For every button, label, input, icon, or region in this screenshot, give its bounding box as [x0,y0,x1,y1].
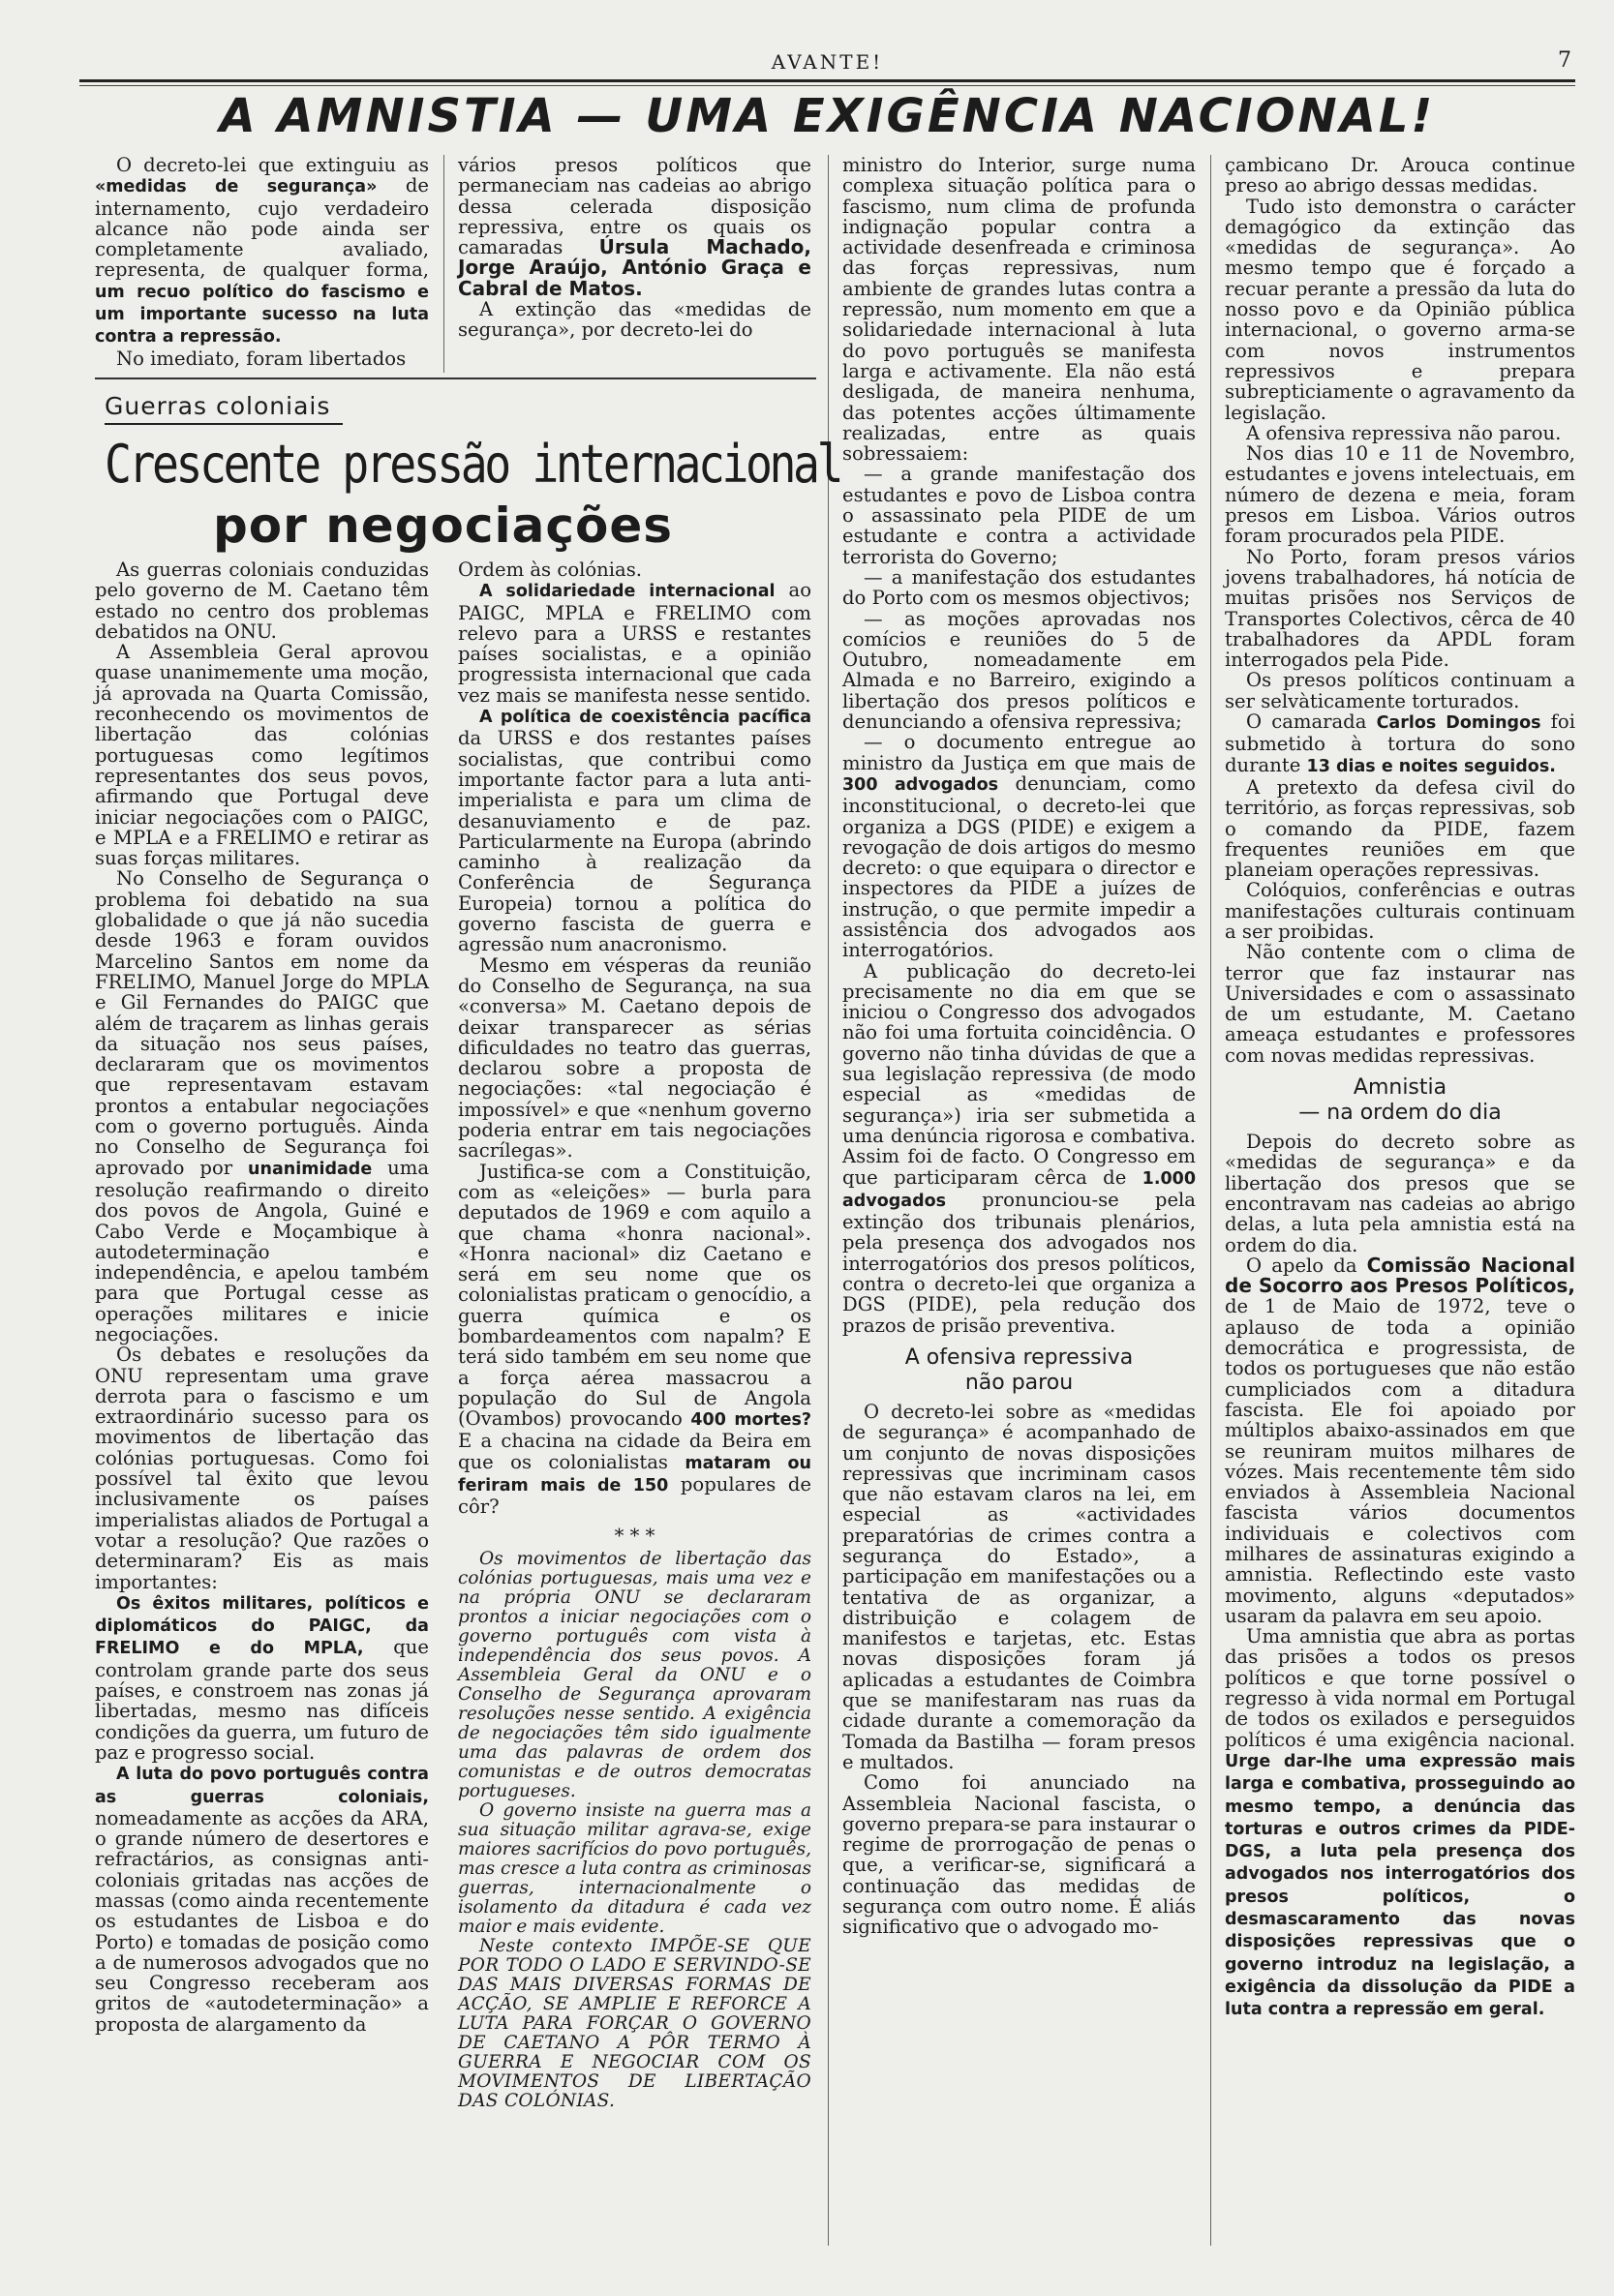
column-rule [443,155,444,373]
paragraph: O camarada Carlos Domingos foi submetido à tortura do sono durante 13 dias e noites seguidos. [1225,710,1575,776]
masthead-rule-thin [79,85,1575,86]
paragraph: Não contente com o clima de terror que faz instaurar nas Universidades e com o assassinato de um estudante, M. Caetano ameaça estudantes e professores com novas medidas repressivas. [1225,941,1575,1067]
main-article-col2-top [458,155,811,341]
paragraph: No imediato, foram libertados [116,347,407,370]
paragraph: No Conselho de Segurança o problema foi debatido na sua globalidade o que já não sucedia desde 1963 e foram ouvidos Marcelino Santos em nome da FRELIMO, Manuel Jorge do MPLA e Gil Fernandes do PAIGC que além de traçarem as linhas gerais da situação nos seus países, declararam que os movimentos que representavam estavam prontos a entabular negociações com o governo português. Ainda no Conselho de Segurança foi aprovado por unanimidade uma resolução reafirmando o direito dos povos de Angola, Guiné e Cabo Verde e Moçambique à autodeterminação e independência, e apelou também para que Portugal cesse as operações militares e inicie negociações. [95,867,430,1345]
paragraph: Depois do decreto sobre as «medidas de segurança» e da libertação dos presos que se encontravam nas cadeias ao abrigo delas, a luta pela amnistia está na ordem do dia. [1225,1131,1575,1256]
paragraph: Justifica-se com a Constituição, com as «eleições» — burla para deputados de 1969 e com aquilo a que chama «honra nacional». «Honra nacional» diz Caetano e será em seu nome que os colonialistas praticam o genocídio, a guerra química e os bombardeamentos com napalm? E terá sido também em seu nome que a força aérea massacrou a população do Sul de Angola (Ovambos) provocando 400 mortes? E a chacina na cidade da Beira em que os colonialistas mataram ou feriram mais de 150 populares de côr? [458,1160,812,1519]
colonial-title-line2: por negociações [213,498,674,554]
paragraph: Os debates e resoluções da ONU representam uma grave derrota para o fascismo e um extraordinário sucesso para os movimentos de libertação das colónias portuguesas. Como foi possível tal êxito que levou inclusivamente os países imperialistas aliados de Portugal a votar a resolução? Que razões o determinaram? Eis as mais importantes: [95,1344,429,1593]
paragraph: O decreto-lei sobre as «medidas de segurança» é acompanhado de um conjunto de novas disposições repressivas que incriminam casos que não estavam claros na lei, em especial as «actividades preparatórias de crimes contra a segurança do Estado», a participação em manifestações ou a tentativa de as organizar, a distribuição e colagem de manifestos e tarjetas, etc. Estas novas disposições foram já aplicadas a estudantes de Coimbra que se manifestaram nas ruas da cidade durante a comemoração da Tomada da Bastilha — foram presos e multados. [842,1400,1196,1773]
section-underline [105,423,343,425]
masthead-rule [79,79,1575,82]
subhead-ofensiva: A ofensiva repressiva não parou [904,1344,1134,1395]
list-item: — a grande manifestação dos estudantes e povo de Lisboa contra o assassinato pela PIDE de um estudante e contra a actividade terrorista do Governo; [842,463,1196,568]
paragraph: Os êxitos militares, políticos e diplomáticos do PAIGC, da FRELIMO e do MPLA, que controlam grande parte dos seus países, e constroem nas zonas já libertadas, mesmo nas difíceis condições da guerra, um futuro de paz e progresso social. [95,1593,429,1764]
paragraph: Mesmo em vésperas da reunião do Conselho de Segurança, na sua «conversa» M. Caetano depois de deixar transparecer as sérias dificuldades no teatro das guerras, declarou sobre a proposta de negociações: «tal negociação é impossível» e que «nenhum governo poderia entrar em tais negociações sacrílegas». [458,953,811,1163]
subhead-amnistia: Amnistia — na ordem do dia [1298,1075,1502,1126]
paragraph: Como foi anunciado na Assembleia Nacional fascista, o governo prepara-se para instaurar o regime de prorrogação de penas o que, a verificar-se, significará a continuação das medidas de segurança com outro nome. É aliás significativo que o advogado mo- [842,1771,1196,1939]
list-item: — as moções aprovadas nos comícios e reuniões do 5 de Outubro, nomeadamente em Almada e no Barreiro, exigindo a libertação dos presos políticos e denunciando a ofensiva repressiva; [842,607,1196,734]
main-article-col1-top [95,155,429,369]
column-rule [1210,155,1211,2246]
paragraph: A publicação do decreto-lei precisamente no dia em que se iniciou o Congresso dos advogados não foi uma fortuita coincidência. O governo não tinha dúvidas de que a sua legislação repressiva (de modo especial as «medidas de segurança») iria ser submetida a uma denúncia rigorosa e combativa. Assim foi de facto. O Congresso em que participaram cêrca de 1.000 advogados pronunciou-se pela extinção dos tribunais plenários, pela presença dos advogados nos interrogatórios dos presos políticos, contra o decreto-lei que organiza a DGS (PIDE), pela redução dos prazos de prisão preventiva. [842,959,1196,1337]
asterisks: * * * [614,1524,655,1547]
newspaper-name: AVANTE! [771,50,884,74]
paragraph: A solidariedade internacional ao PAIGC, MPLA e FRELIMO com relevo para a URSS e restantes países socialistas, e a opinião progressista internacional que cada vez mais se manifesta nesse sentido. [458,579,811,707]
colonial-col1 [95,559,429,2035]
paragraph: O apelo da Comissão Nacional de Socorro aos Presos Políticos, de 1 de Maio de 1972, teve o aplauso de toda a opinião democrática e progressista, de todos os portugueses que não estão cumpliciados com a ditadura fascista. Ele foi apoiado por múltiplos abaixo-assinados em que se reuniram muitos milhares de vózes. Mais recentemente têm sido enviados à Assembleia Nacional fascista vários documentos individuais e colectivos com milhares de assinaturas exigindo a amnistia. Reflectindo este vasto movimento, alguns «deputados» usaram da palavra em seu apoio. [1225,1253,1575,1627]
italic-paragraph: Os movimentos de libertação das colónias portuguesas, mais uma vez e na própria ONU se declararam prontos a iniciar negociações com o governo português com vista à independência dos seus povos. A Assembleia Geral da ONU e o Conselho de Segurança aprovaram resoluções nesse sentido. A exigência de negociações têm sido igualmente uma das palavras de ordem dos comunistas e de outros democratas portugueses. [458,1548,811,1801]
list-item: — o documento entregue ao ministro da Justiça em que mais de 300 advogados denunciam, como inconstitucional, o decreto-lei que organiza a DGS (PIDE) e exigem a revogação de dois artigos do mesmo decreto: o que equipara o director e inspectores da PIDE a juízes de instrução, o que permite impedir a assistência dos advogados aos interrogatórios. [842,731,1196,962]
colonial-box-rule [95,378,816,379]
paragraph: Os presos políticos continuam a ser selvàticamente torturados. [1225,669,1575,712]
section-label: Guerras coloniais [105,392,331,420]
colonial-col2 [458,559,811,2111]
paragraph: Tudo isto demonstra o carácter demagógico da extinção das «medidas de segurança». Ao mesmo tempo que é forçado a recuar perante a pressão da luta do nosso povo e da Opinião pública internacional, o governo arma-se com novos instrumentos repressivos e prepara subrepticiamente o agravamento da legislação. [1225,195,1575,424]
paragraph: No Porto, foram presos vários jovens trabalhadores, há notícia de muitas prisões nos Serviços de Transportes Colectivos, cêrca de 40 trabalhadores da APDL foram interrogados pela Pide. [1225,545,1575,672]
paragraph: Uma amnistia que abra as portas das prisões a todos os presos políticos e que torne possível o regresso à vida normal em Portugal de todos os exilados e perseguidos políticos é uma exigência nacional. Urge dar-lhe uma expressão mais larga e combativa, prosseguindo ao mesmo tempo, a denúncia das torturas e outros crimes da PIDE-DGS, a luta pela presença dos advogados nos interrogatórios dos presos políticos, o desmascaramento das novas disposições repressivas que o governo introduz na legislação, a exigência da dissolução da PIDE a luta contra a repressão em geral. [1225,1625,1575,2020]
page-number: 7 [1558,48,1571,73]
italic-paragraph: O governo insiste na guerra mas a sua situação militar agrava-se, exige maiores sacrifícios do povo português, mas cresce a luta contra as criminosas guerras, internacionalmente o isolamento da ditadura é cada vez maior e mais evidente. [458,1799,811,1937]
main-article-col4 [1225,155,1575,2021]
paragraph: A extinção das «medidas de segurança», por decreto-lei do [458,298,811,342]
paragraph: çambicano Dr. Arouca continue preso ao abrigo dessas medidas. [1225,154,1575,197]
caps-paragraph: Neste contexto IMPÕE-SE QUE POR TODO O LADO E SERVINDO-SE DAS MAIS DIVERSAS FORMAS DE ACÇÃO, SE AMPLIE E REFORCE A LUTA PARA FORÇAR O GOVERNO DE CAETANO A PÔR TERMO À GUERRA E NEGOCIAR COM OS MOVIMENTOS DE LIBERTAÇÃO DAS COLÓNIAS. [458,1935,811,2111]
paragraph: O decreto-lei que extinguiu as «medidas de segurança» de internamento, cujo verdadeiro alcance não pode ainda ser completamente avaliado, representa, de qualquer forma, um recuo político do fascismo e um importante sucesso na luta contra a repressão. [95,154,429,347]
paragraph: A Assembleia Geral aprovou quase unanimemente uma moção, já aprovada na Quarta Comissão, reconhecendo os movimentos de libertação das colónias portuguesas como legítimos representantes dos seus povos, afirmando que Portugal deve iniciar negociações com o PAIGC, e MPLA e a FRELIMO e retirar as suas forças militares. [95,641,429,870]
paragraph: Colóquios, conferências e outras manifestações culturais continuam a ser proibidas. [1225,879,1575,943]
paragraph: ministro do Interior, surge numa complexa situação política para o fascismo, num clima de profunda indignação popular contra a actividade desenfreada e criminosa das forças repressivas, num ambiente de grandes lutas contra a repressão, num momento em que a solidariedade internacional à luta do povo português se manifesta larga e activamente. Ela não está desligada, de maneira nenhuma, das potentes acções últimamente realizadas, entre as quais sobressaiem: [842,154,1196,466]
paragraph: A pretexto da defesa civil do território, as forças repressivas, sob o comando da PIDE, fazem frequentes reuniões em que planeiam operações repressivas. [1225,775,1575,882]
paragraph: A luta do povo português contra as guerras coloniais, nomeadamente as acções da ARA, o grande número de desertores e refractários, as consignas anti-coloniais gritadas nas acções de massas (como ainda recentemente os estudantes de Lisboa e do Porto) e tomadas de posição como a de numerosos advogados que no seu Congresso receberam aos gritos de «autodeterminação» a proposta de alargamento da [95,1765,429,2036]
main-headline: A AMNISTIA — UMA EXIGÊNCIA NACIONAL! [219,89,1436,143]
masthead [79,46,1575,81]
main-article-col3 [842,155,1196,1938]
list-item: — a manifestação dos estudantes do Porto com os mesmos objectivos; [842,565,1196,610]
paragraph: As guerras coloniais conduzidas pelo governo de M. Caetano têm estado no centro dos problemas debatidos na ONU. [95,559,429,643]
paragraph: A ofensiva repressiva não parou. [1246,421,1562,444]
paragraph: Nos dias 10 e 11 de Novembro, estudantes e jovens intelectuais, em número de dezena e meia, foram presos em Lisboa. Vários outros foram procurados pela PIDE. [1225,442,1575,548]
paragraph: vários presos políticos que permaneciam nas cadeias ao abrigo dessa celerada disposição repressiva, entre os quais os camaradas Úrsula Machado, Jorge Araújo, António Graça e Cabral de Matos. [458,154,811,300]
colonial-title-line1: Crescente pressão internacional [105,434,841,495]
paragraph: A política de coexistência pacífica da URSS e dos restantes países socialistas, que contribui como importante factor para a luta anti-imperialista e para um clima de desanuviamento e de paz. Particularmente na Europa (abrindo caminho à realização da Conferência de Segurança Europeia) tornou a política do governo fascista de guerra e agressão num anacronismo. [458,708,811,956]
paragraph: Ordem às colónias. [458,559,643,581]
